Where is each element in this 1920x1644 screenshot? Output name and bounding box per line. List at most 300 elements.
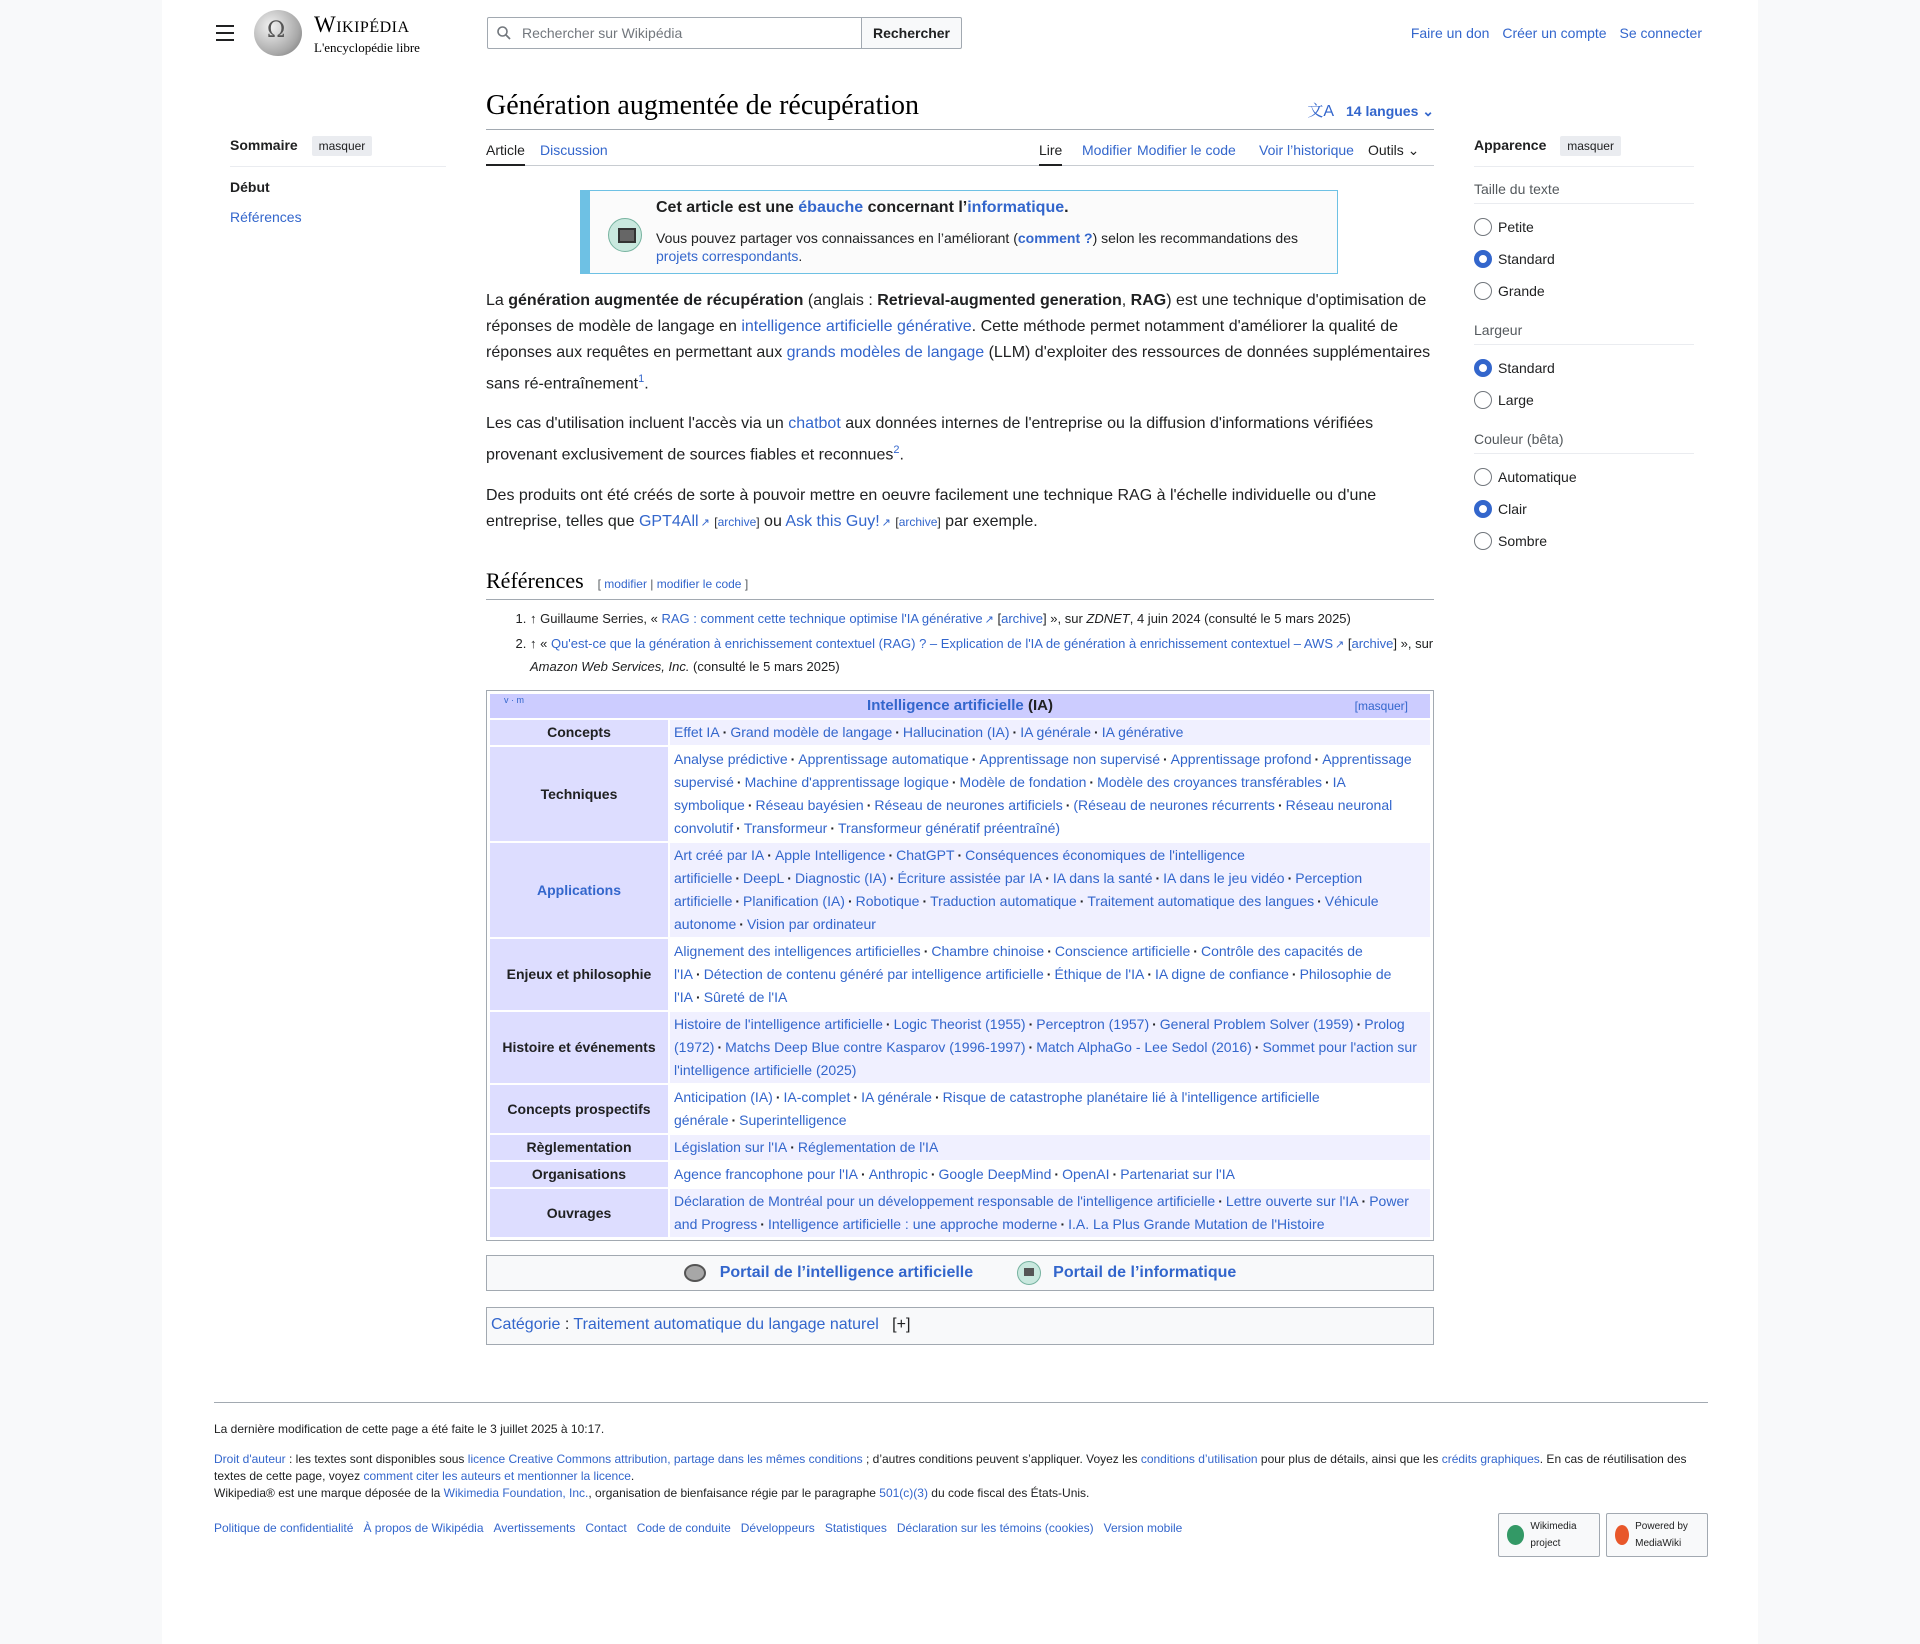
navbox-item[interactable]: Réseau bayésien (755, 796, 864, 813)
tools-label: Outils (1368, 142, 1404, 158)
informatique-link[interactable]: informatique (967, 199, 1065, 216)
portal-ai[interactable] (684, 1264, 973, 1282)
width-label: Largeur (1474, 322, 1694, 345)
navbox-item[interactable]: Alignement des intelligences artificielles (674, 942, 921, 959)
search-box[interactable] (487, 17, 862, 49)
stub-text-3: . (1064, 199, 1069, 216)
radio-label: Standard (1498, 360, 1555, 376)
wikimedia-badge-text: Wikimedia project (1530, 1521, 1577, 1549)
navbox-item[interactable]: Logic Theorist (1955) (893, 1015, 1026, 1032)
p1-english-term: Retrieval-augmented generation (877, 292, 1122, 309)
radio-label: Grande (1498, 283, 1545, 299)
ref-link[interactable]: RAG : comment cette technique optimise l'IA générative ↗ (662, 611, 994, 626)
bracket: [ (895, 514, 899, 529)
archive-link[interactable]: archive (898, 514, 938, 529)
separator-dot: · (735, 869, 741, 886)
chatbot-link[interactable]: chatbot (788, 415, 841, 433)
navbox-hide-button[interactable]: [masquer] (1354, 698, 1408, 713)
501c3-link[interactable]: 501(c)(3) (879, 1486, 928, 1500)
separator-dot: · (847, 892, 853, 909)
navbox-item[interactable]: Art créé par IA (674, 846, 765, 863)
stub-link[interactable]: ébauche (798, 199, 864, 216)
radio-button[interactable] (1474, 500, 1492, 518)
separator-dot: · (1028, 1015, 1034, 1032)
navbox-item[interactable]: IA dans le jeu vidéo (1163, 869, 1285, 886)
navbox-item[interactable]: Histoire de l'intelligence artificielle (674, 1015, 883, 1032)
navbox-list (670, 1162, 1430, 1187)
category-links (486, 1307, 1434, 1345)
cc-license-link[interactable]: licence Creative Commons attribution, partage dans les mêmes conditions (467, 1452, 863, 1466)
separator-dot: · (1112, 1165, 1118, 1182)
archive-link[interactable]: archive (1001, 610, 1044, 626)
license-text-part: . En cas de réutilisation des textes de cette page, voyez (214, 1452, 1687, 1483)
navbox-item[interactable]: Réseau neuronal convolutif (674, 796, 1393, 836)
radio-button[interactable] (1474, 282, 1492, 300)
navbox-list (670, 843, 1430, 937)
separator-dot: · (787, 869, 792, 886)
computer-icon (608, 218, 642, 252)
separator-dot: · (790, 750, 796, 767)
create-account-link[interactable]: Créer un compte (1502, 25, 1607, 41)
separator-dot: · (1291, 965, 1297, 982)
navbox-group: Histoire et événements (490, 1012, 668, 1083)
license-text (214, 1451, 1694, 1485)
main-menu-button[interactable] (214, 22, 238, 42)
toc-item-references[interactable]: Références (230, 209, 302, 225)
last-modified: La dernière modification de cette page a été faite le 3 juillet 2025 à 10:17. (214, 1422, 605, 1436)
navbox-item[interactable]: Véhicule autonome (674, 892, 1379, 932)
text-size-label: Taille du texte (1474, 181, 1694, 204)
footer-badges (1492, 1513, 1708, 1557)
separator-dot: · (830, 819, 836, 836)
navbox-item[interactable]: Robotique (855, 892, 920, 909)
navbox-item[interactable]: Machine d'apprentissage logique (744, 773, 949, 790)
wikimedia-badge[interactable] (1498, 1513, 1600, 1557)
bracket: [ (714, 514, 718, 529)
search-icon (497, 26, 511, 40)
navbox-view-edit-links[interactable]: v · m (504, 694, 524, 705)
navbox-item[interactable]: IA générative (1101, 723, 1184, 740)
navbox-item[interactable]: Conséquences économiques de l'intelligence artificielle (674, 846, 1245, 886)
navbox-item[interactable]: I.A. La Plus Grande Mutation de l'Histoire (1068, 1215, 1325, 1232)
references-heading (486, 568, 1434, 600)
navbox-row (490, 720, 1430, 745)
tab-history[interactable]: Voir l’historique (1259, 142, 1354, 158)
language-button[interactable] (1307, 98, 1434, 121)
navbox-item[interactable]: Chambre chinoise (931, 942, 1045, 959)
ask-this-guy-link[interactable]: Ask this Guy! ↗ (785, 513, 890, 530)
p1-text: La (486, 292, 509, 309)
stub-text: Cet article est une (656, 199, 799, 216)
p1-text: . Cette méthode permet notamment d'améliorer la qualité de réponses aux requêtes en permettant aux (486, 318, 1399, 361)
footer-link[interactable]: Développeurs (740, 1521, 815, 1535)
credits-link[interactable]: crédits graphiques (1441, 1452, 1540, 1466)
p3-text: Des produits ont été créés de sorte à pouvoir mettre en oeuvre facilement une technique RAG à l'échelle individuelle ou d'une entreprise, telles que (486, 486, 1377, 530)
navbox-item[interactable]: Éthique de l'IA (1054, 965, 1145, 982)
navbox-item[interactable]: Hallucination (IA) (902, 723, 1010, 740)
footer-link[interactable]: À propos de Wikipédia (363, 1521, 484, 1535)
search-input[interactable] (520, 22, 850, 44)
donate-link[interactable]: Faire un don (1410, 25, 1490, 41)
p2-text: Les cas d'utilisation incluent l'accès via un (486, 415, 789, 433)
separator-dot: · (861, 1165, 866, 1182)
navbox-item[interactable]: (Réseau de neurones récurrents (1073, 796, 1275, 813)
bracket: ] (756, 514, 760, 529)
portal-informatique-link[interactable]: Portail de l’informatique (1053, 1263, 1237, 1281)
navbox-item[interactable]: Traduction automatique (930, 892, 1077, 909)
ref-2-link[interactable]: 2 (893, 444, 900, 457)
generative-ai-link[interactable]: intelligence artificielle générative (741, 318, 972, 335)
search-button[interactable]: Rechercher (861, 17, 962, 49)
text_size-option[interactable] (1474, 282, 1694, 300)
trademark-part: , organisation de bienfaisance régie par le paragraphe (588, 1486, 880, 1500)
bracket: ] (937, 514, 941, 529)
separator-dot: · (1060, 1215, 1066, 1232)
category-label-link[interactable]: Catégorie (491, 1315, 561, 1333)
radio-button[interactable] (1474, 468, 1492, 486)
tab-edit[interactable]: Modifier (1082, 142, 1132, 158)
terms-link[interactable]: conditions d’utilisation (1140, 1452, 1258, 1466)
navbox-group: Concepts (490, 720, 668, 745)
navbox-item[interactable]: Lettre ouverte sur l'IA (1225, 1192, 1359, 1209)
navbox-item[interactable]: IA digne de confiance (1155, 965, 1289, 982)
navbox-item[interactable]: Anticipation (IA) (674, 1088, 773, 1105)
separator-dot: · (895, 723, 900, 740)
navbox-item[interactable]: ChatGPT (896, 846, 955, 863)
mediawiki-badge-text: Powered by MediaWiki (1635, 1521, 1688, 1549)
navbox-item[interactable]: Apple Intelligence (774, 846, 886, 863)
copyright-link[interactable]: Droit d'auteur (214, 1452, 286, 1466)
separator-dot: · (717, 1038, 723, 1055)
navbox-row (490, 1162, 1430, 1187)
navbox-item[interactable]: Apprentissage profond (1170, 750, 1312, 767)
navbox-item[interactable]: Prolog (1972) (674, 1015, 1405, 1055)
portal-informatique[interactable] (1017, 1261, 1236, 1285)
user-links (1402, 25, 1702, 41)
separator-dot: · (1012, 723, 1018, 740)
navbox-item[interactable]: Partenariat sur l'IA (1120, 1165, 1235, 1182)
separator-dot: · (731, 1111, 737, 1128)
navbox-title-suffix: (IA) (1023, 696, 1053, 714)
navbox-item[interactable]: Anthropic (868, 1165, 928, 1182)
separator-dot: · (889, 869, 895, 886)
tab-article[interactable]: Article (486, 142, 525, 166)
separator-dot: · (1218, 1192, 1223, 1209)
separator-dot: · (760, 1215, 765, 1232)
radio-button[interactable] (1474, 532, 1492, 550)
navbox-item[interactable]: IA dans la santé (1052, 869, 1153, 886)
portal-ai-link[interactable]: Portail de l’intelligence artificielle (719, 1263, 974, 1281)
license-text-part: : les textes sont disponibles sous (285, 1452, 468, 1466)
radio-button[interactable] (1474, 218, 1492, 236)
page-title: Génération augmentée de récupération (486, 90, 920, 121)
llm-link[interactable]: grands modèles de langage (786, 344, 985, 361)
mediawiki-badge[interactable] (1606, 1513, 1708, 1557)
separator-dot: · (951, 773, 957, 790)
appearance-hide-button[interactable]: masquer (1560, 136, 1621, 156)
navbox-item[interactable]: General Problem Solver (1959) (1159, 1015, 1354, 1032)
footer-link[interactable]: Statistiques (824, 1521, 887, 1535)
navbox-list (670, 939, 1430, 1010)
navbox-row (490, 747, 1430, 841)
tools-menu[interactable]: Outils ⌄ (1368, 142, 1420, 158)
navbox-item[interactable]: Perceptron (1957) (1036, 1015, 1150, 1032)
navbox-list (670, 1189, 1430, 1237)
footer-link[interactable]: Code de conduite (636, 1521, 731, 1535)
navbox-title-link[interactable]: Intelligence artificielle (867, 696, 1024, 714)
separator-dot: · (696, 988, 701, 1005)
login-link[interactable]: Se connecter (1619, 25, 1702, 41)
separator-dot: · (736, 773, 742, 790)
color-option[interactable] (1474, 500, 1694, 518)
navbox-group: Concepts prospectifs (490, 1085, 668, 1133)
separator-dot: · (1361, 1192, 1367, 1209)
separator-dot: · (1028, 1038, 1034, 1055)
ref-text: ↑ Guillaume Serries, « (530, 610, 662, 626)
separator-dot: · (1046, 965, 1052, 982)
separator-dot: · (1193, 942, 1198, 959)
navbox-group: Techniques (490, 747, 668, 841)
navbox-item[interactable]: Power and Progress (674, 1192, 1409, 1232)
footer-link[interactable]: Contact (585, 1521, 627, 1535)
navbox-title (490, 694, 1430, 718)
color-label: Couleur (bêta) (1474, 431, 1694, 454)
navbox-group: Organisations (490, 1162, 668, 1187)
section-edit-link[interactable]: modifier (604, 576, 647, 591)
separator-dot: · (790, 1138, 795, 1155)
navbox-item[interactable]: Perception artificielle (674, 869, 1363, 909)
navbox-item[interactable]: Sommet pour l'action sur l'intelligence artificielle (2025) (674, 1038, 1417, 1078)
navbox-item[interactable]: Sûreté de l'IA (703, 988, 788, 1005)
radio-button[interactable] (1474, 250, 1492, 268)
toc-title: Sommaire (230, 137, 298, 153)
wikimedia-foundation-link[interactable]: Wikimedia Foundation, Inc. (443, 1486, 589, 1500)
separator-dot: · (736, 819, 741, 836)
language-count: 14 langues (1346, 103, 1419, 119)
footer-link[interactable]: Version mobile (1103, 1521, 1183, 1535)
toc-hide-button[interactable]: masquer (312, 136, 373, 156)
width-option[interactable] (1474, 359, 1694, 377)
navbox-item[interactable]: Transformeur (743, 819, 828, 836)
navbox-group: Règlementation (490, 1135, 668, 1160)
navbox-group[interactable]: Applications (490, 843, 668, 937)
navbox-row (490, 1012, 1430, 1083)
navbox-item[interactable]: OpenAI (1062, 1165, 1110, 1182)
navbox-item[interactable]: Effet IA (674, 723, 720, 740)
footer-links (214, 1520, 1708, 1537)
navbox-item[interactable]: Apprentissage supervisé (674, 750, 1412, 790)
navbox-item[interactable]: Réglementation de l'IA (797, 1138, 939, 1155)
navbox-item[interactable]: Diagnostic (IA) (794, 869, 887, 886)
separator-dot: · (923, 942, 929, 959)
separator-dot: · (1254, 1038, 1260, 1055)
page-tabs (486, 130, 1434, 166)
reference-item (530, 608, 1434, 631)
toc-item-debut[interactable]: Début (230, 179, 270, 195)
ref-source: ZDNET (1086, 610, 1130, 626)
width-options (1474, 359, 1694, 409)
ref-text: ] », sur (1393, 635, 1434, 651)
tab-edit-source[interactable]: Modifier le code (1137, 142, 1236, 158)
color-option[interactable] (1474, 468, 1694, 486)
navbox-item[interactable]: IA générale (1020, 723, 1092, 740)
radio-label: Clair (1498, 501, 1527, 517)
p2-text: . (899, 446, 904, 464)
navbox-item[interactable]: Superintelligence (739, 1111, 847, 1128)
separator-dot: · (1317, 892, 1322, 909)
radio-label: Petite (1498, 219, 1534, 235)
separator-dot: · (1079, 892, 1085, 909)
navbox-item[interactable]: Intelligence artificielle : une approche moderne (767, 1215, 1058, 1232)
separator-dot: · (1065, 796, 1071, 813)
footer-link[interactable]: Politique de confidentialité (214, 1521, 354, 1535)
navbox-item[interactable]: Apprentissage non supervisé (979, 750, 1160, 767)
separator-dot: · (767, 846, 772, 863)
separator-dot: · (735, 892, 741, 909)
radio-button[interactable] (1474, 391, 1492, 409)
navbox-item[interactable]: Risque de catastrophe planétaire lié à l'intelligence artificielle générale (674, 1088, 1320, 1128)
stub-notice (580, 190, 1338, 274)
license-text-part: . (630, 1469, 635, 1483)
page (162, 0, 1758, 1644)
separator-dot: · (1324, 773, 1330, 790)
navbox-item[interactable]: Législation sur l'IA (674, 1138, 788, 1155)
footer-link[interactable]: Avertissements (493, 1521, 576, 1535)
separator-dot: · (1094, 723, 1099, 740)
navbox-item[interactable]: Contrôle des capacités de l'IA (674, 942, 1363, 982)
navbox-item[interactable]: Apprentissage automatique (798, 750, 969, 767)
navbox-item[interactable]: Modèle des croyances transférables (1097, 773, 1322, 790)
category-item[interactable]: Traitement automatique du langage naturel (573, 1315, 879, 1333)
gpt4all-link[interactable]: GPT4All ↗ (639, 513, 710, 530)
separator-dot: · (696, 965, 701, 982)
section-edit-links: [ modifier | modifier le code ] (597, 576, 749, 591)
portal-bar (486, 1255, 1434, 1291)
footer-link[interactable]: Déclaration sur les témoins (cookies) (896, 1521, 1094, 1535)
p1-text: , (1121, 292, 1131, 309)
text-size-options (1474, 218, 1694, 300)
navbox-item[interactable]: Conscience artificielle (1054, 942, 1191, 959)
projects-link[interactable]: projets correspondants (656, 248, 799, 264)
trademark-part: Wikipedia® est une marque déposée de la (214, 1486, 444, 1500)
citation-link[interactable]: comment citer les auteurs et mentionner la licence (363, 1469, 631, 1483)
license-text-part: pour plus de détails, ainsi que les (1257, 1452, 1442, 1466)
stub-help-text: Vous pouvez partager vos connaissances en l’améliorant ( (656, 230, 1018, 246)
trademark-part: du code fiscal des États-Unis. (927, 1486, 1090, 1500)
separator-dot: · (957, 846, 963, 863)
navbox-item[interactable]: Traitement automatique des langues (1087, 892, 1315, 909)
p3-text: par exemple. (940, 512, 1038, 530)
navbox-list (670, 1135, 1430, 1160)
tagline: L'encyclopédie libre (314, 40, 420, 55)
navbox-item[interactable]: Transformeur génératif préentraîné) (838, 819, 1061, 836)
bracket: [ (1347, 635, 1352, 651)
navbox-row (490, 1189, 1430, 1237)
separator-dot: · (747, 796, 753, 813)
archive-link[interactable]: archive (1351, 635, 1394, 651)
separator-dot: · (853, 1088, 859, 1105)
separator-dot: · (722, 723, 728, 740)
radio-button[interactable] (1474, 359, 1492, 377)
wordmark: Wikipédia (314, 12, 410, 37)
ref-text: , 4 juin 2024 (consulté le 5 mars 2025) (1129, 610, 1351, 626)
radio-label: Standard (1498, 251, 1555, 267)
navbox-item[interactable]: Planification (IA) (743, 892, 845, 909)
ref-text: ↑ « (530, 635, 551, 651)
stub-text-2: concernant l’ (863, 199, 968, 216)
navbox-item[interactable]: Détection de contenu généré par intelligence artificielle (703, 965, 1044, 982)
paragraph-3 (486, 483, 1434, 536)
navbox-item[interactable]: Réseau de neurones artificiels (874, 796, 1063, 813)
ref-link[interactable]: Qu'est-ce que la génération à enrichissement contextuel (RAG) ? – Explication de l'IA de génération à enrichissement contextuel – AWS ↗ (551, 636, 1344, 651)
navbox-list (670, 747, 1430, 841)
separator-dot: · (1089, 773, 1095, 790)
navbox-item[interactable]: Match AlphaGo - Lee Sedol (2016) (1036, 1038, 1252, 1055)
separator-dot: · (1054, 1165, 1060, 1182)
ref-1-link[interactable]: 1 (638, 373, 645, 385)
separator-dot: · (888, 846, 894, 863)
wikimedia-icon (1507, 1525, 1524, 1545)
paragraph-2 (486, 411, 1434, 468)
tab-read[interactable]: Lire (1039, 142, 1062, 166)
separator-dot: · (1155, 869, 1161, 886)
wikipedia-logo[interactable] (254, 10, 454, 56)
text_size-option[interactable] (1474, 218, 1694, 236)
width-option[interactable] (1474, 391, 1694, 409)
navbox-item[interactable]: Écriture assistée par IA (897, 869, 1043, 886)
appearance-panel (1474, 136, 1694, 550)
separator-dot: · (1047, 942, 1052, 959)
trademark-text (214, 1485, 1708, 1502)
separator-dot: · (934, 1088, 940, 1105)
stub-help-text-3: . (798, 248, 803, 264)
navbox-item[interactable]: Philosophie de l'IA (674, 965, 1392, 1005)
references-title: Références (486, 567, 584, 593)
navbox-item[interactable]: Modèle de fondation (959, 773, 1087, 790)
translate-icon: 文A (1307, 103, 1335, 120)
how-link[interactable]: comment ? (1017, 230, 1093, 246)
navbox-item[interactable]: Google DeepMind (938, 1165, 1052, 1182)
brain-icon (684, 1264, 706, 1282)
paragraph-1 (486, 288, 1434, 397)
separator-dot: · (1277, 796, 1283, 813)
navbox-item[interactable]: IA symbolique (674, 773, 1346, 813)
p1-acronym: RAG (1130, 292, 1167, 309)
navbox-item[interactable]: Matchs Deep Blue contre Kasparov (1996-1997) (725, 1038, 1026, 1055)
navbox-rows (490, 720, 1430, 1237)
section-edit-source-link[interactable]: modifier le code (656, 576, 742, 591)
navbox-item[interactable]: IA-complet (783, 1088, 851, 1105)
navbox-item[interactable]: Vision par ordinateur (746, 915, 876, 932)
navbox-group: Ouvrages (490, 1189, 668, 1237)
text_size-option[interactable] (1474, 250, 1694, 268)
navbox-item[interactable]: IA générale (861, 1088, 932, 1105)
color-option[interactable] (1474, 532, 1694, 550)
stub-help-text-2: ) selon les recommandations des (1092, 230, 1298, 246)
separator-dot: · (1045, 869, 1050, 886)
navbox-item[interactable]: Grand modèle de langage (730, 723, 893, 740)
navbox-item[interactable]: Déclaration de Montréal pour un développement responsable de l'intelligence artificielle (674, 1192, 1216, 1209)
tab-discussion[interactable]: Discussion (540, 142, 608, 158)
category-expand-button[interactable]: [+] (892, 1315, 911, 1333)
p2-text: aux données internes de l'entreprise ou la diffusion d'informations vérifiées provenant exclusivement de sources fiables et reconnues (486, 415, 1374, 464)
archive-link[interactable]: archive (717, 514, 757, 529)
navbox-item[interactable]: Analyse prédictive (674, 750, 788, 767)
radio-label: Large (1498, 392, 1534, 408)
radio-label: Automatique (1498, 469, 1577, 485)
navbox-item[interactable]: DeepL (743, 869, 785, 886)
navbox-item[interactable]: Agence francophone pour l'IA (674, 1165, 859, 1182)
